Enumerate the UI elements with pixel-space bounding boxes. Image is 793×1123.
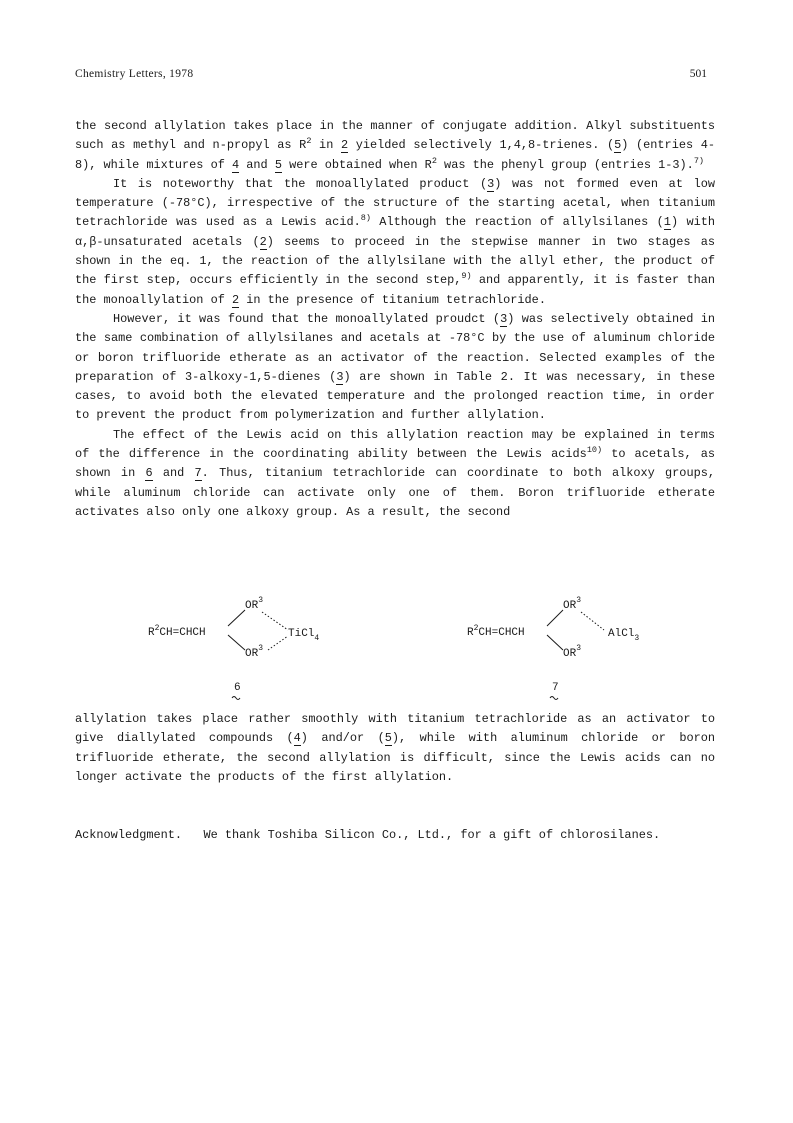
paragraph-5: allylation takes place rather smoothly with titanium tetrachloride as an activator to give diallylated compounds (4) and/or (5), while with aluminum chloride or boron trifluoride etherate, the second allylation is difficult, since the Lewis acids can no longer activate the products of the first allylation. bbox=[75, 712, 716, 784]
bond-top bbox=[228, 610, 245, 626]
page-number: 501 bbox=[689, 68, 707, 80]
compound-ref: 1 bbox=[663, 215, 671, 230]
paragraph-1: the second allylation takes place in the manner of conjugate addition. Alkyl substituents such as methyl and n-propyl as $R^2$ in 2 yielded selectively 1,4,8-trienes. (5) (entries 4-8), while mixtures of 4 and 5 were obtained when $R^2$ was the phenyl group (entries 1-3).$^{7)}$ bbox=[75, 119, 716, 172]
paragraph-4: The effect of the Lewis acid on this allylation reaction may be explained in terms of the difference in the coordinating ability between the Lewis acids$^{10)}$ to acetals, as shown in 6 and 7. Thus, titanium tetrachloride can coordinate to both alkoxy groups, while aluminum chloride can activate only one of them. Boron trifluoride etherate activates also only one alkoxy group. As a result, the second bbox=[75, 427, 715, 519]
or-top: $OR^3$ bbox=[563, 596, 582, 612]
structures-svg bbox=[130, 588, 690, 703]
paragraph-3: However, it was found that the monoallylated proudct (3) was selectively obtained in the same combination of allylsilanes and acetals at -78°C by the use of aluminum chloride or boron trifluoride etherate as an activator of the reaction. Selected examples of the preparation of 3-alkoxy-1,5-dienes (3) are shown in Table 2. It was necessary, in these cases, to avoid both the elevated temperature and the prolonged reaction time, in order to prevent the product from polymerization and further allylation. bbox=[75, 311, 715, 423]
r-group: $R^2CH=CHCH$ bbox=[467, 624, 525, 639]
coord-top bbox=[262, 612, 288, 630]
superscript: 2 bbox=[306, 136, 312, 147]
paragraph-2: It is noteworthy that the monoallylated product (3) was not formed even at low temperature (-78°C), irrespective of the structure of the starting acetal, when titanium tetrachloride was used as a Lewis acid.$^{8)}$ Although the reaction of allylsilanes (1) with α,β-unsaturated acetals (2) seems to proceed in the stepwise manner in two stages as shown in the eq. 1, the reaction of the allylsilane with the allyl ether, the product of the first step, occurs efficiently in the second step,$^{9)}$ and apparently, it is faster than the monoallylation of 2 in the presence of titanium tetrachloride. bbox=[75, 176, 715, 307]
acknowledgment bbox=[75, 826, 715, 845]
compound-ref: 5 bbox=[274, 157, 282, 172]
page-header bbox=[75, 68, 715, 88]
acknowledgment-text: Acknowledgment. We thank Toshiba Silicon Co., Ltd., for a gift of chlorosilanes. bbox=[75, 828, 661, 842]
footnote-ref: 7) bbox=[693, 155, 705, 166]
compound-ref: 4 bbox=[293, 731, 301, 746]
compound-label-6: 6 bbox=[234, 682, 241, 694]
structure-6 bbox=[148, 596, 319, 700]
superscript: 2 bbox=[431, 155, 437, 166]
chemical-structures-figure bbox=[130, 588, 690, 703]
compound-ref: 3 bbox=[500, 311, 508, 326]
structure-7 bbox=[467, 596, 639, 700]
footnote-ref: 8) bbox=[360, 213, 371, 224]
footnote-ref: 9) bbox=[461, 271, 472, 282]
compound-ref: 3 bbox=[487, 176, 495, 191]
compound-ref: 6 bbox=[145, 466, 153, 481]
or-bottom: $OR^3$ bbox=[563, 644, 582, 660]
or-top: $OR^3$ bbox=[245, 596, 264, 612]
compound-ref: 2 bbox=[231, 292, 240, 307]
compound-ref: 2 bbox=[259, 234, 267, 249]
bond-bottom bbox=[547, 635, 563, 650]
tilde-mark bbox=[550, 697, 558, 700]
compound-ref: 3 bbox=[336, 369, 344, 384]
body-text-upper bbox=[75, 117, 715, 522]
footnote-ref: 10) bbox=[586, 445, 603, 456]
coord-top bbox=[581, 612, 604, 630]
compound-ref: 7 bbox=[194, 466, 202, 481]
compound-ref: 5 bbox=[614, 138, 622, 153]
metal: TiCl$_4$ bbox=[288, 628, 320, 643]
compound-ref: 2 bbox=[340, 138, 349, 153]
or-bottom: $OR^3$ bbox=[245, 644, 264, 660]
compound-label-7: 7 bbox=[552, 682, 559, 694]
metal: AlCl$_3$ bbox=[608, 628, 640, 643]
bond-top bbox=[547, 610, 563, 626]
body-text-lower bbox=[75, 710, 715, 787]
bond-bottom bbox=[228, 635, 245, 650]
journal-title: Chemistry Letters, 1978 bbox=[75, 68, 194, 80]
tilde-mark bbox=[232, 697, 240, 700]
compound-ref: 4 bbox=[231, 157, 240, 172]
r-group: $R^2CH=CHCH$ bbox=[148, 624, 206, 639]
coord-bottom bbox=[268, 636, 288, 650]
compound-ref: 5 bbox=[384, 731, 392, 746]
